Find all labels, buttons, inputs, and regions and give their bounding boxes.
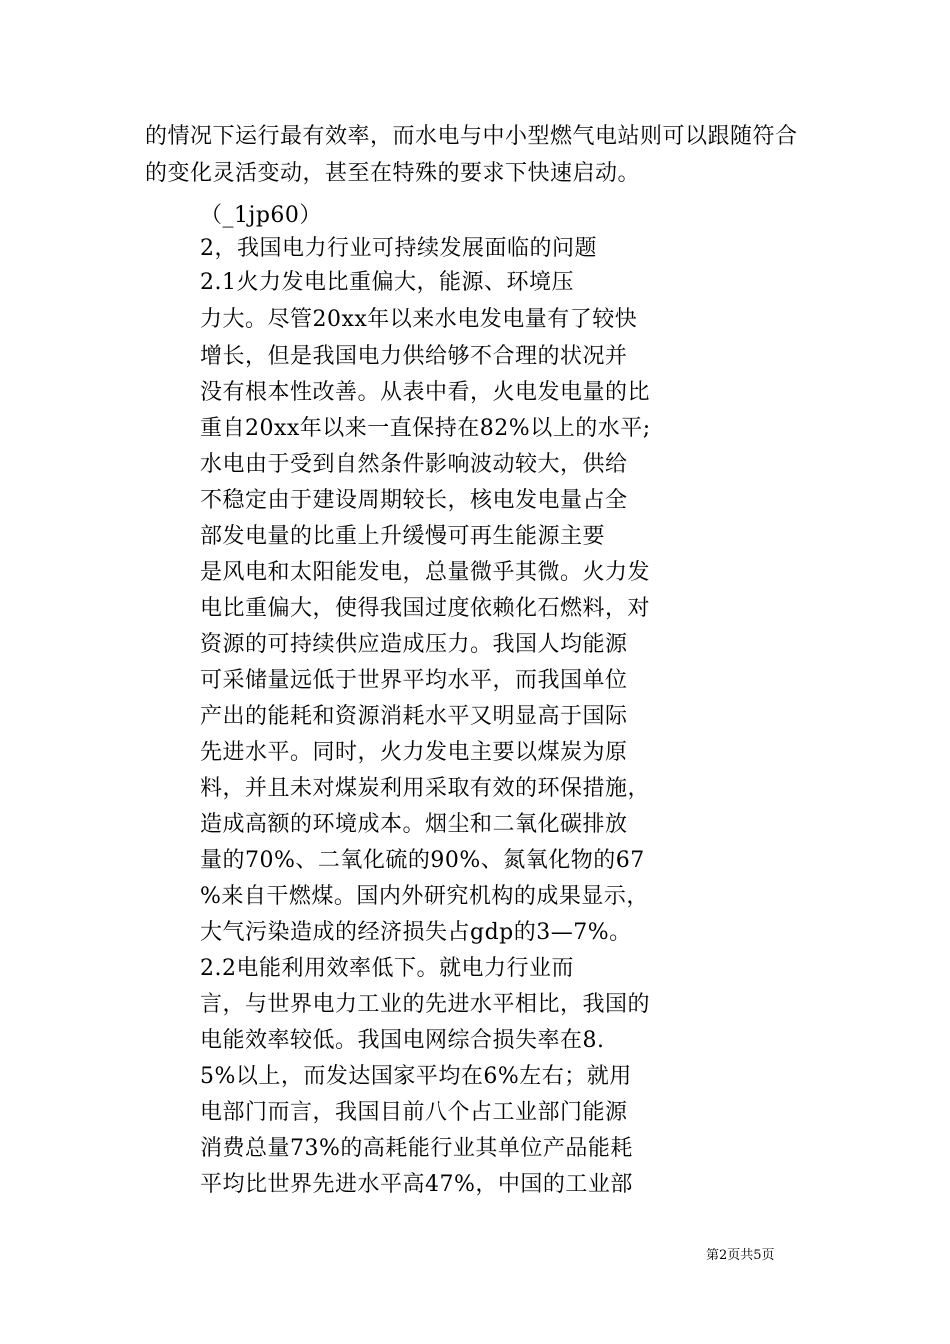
body-line: 资源的可持续供应造成压力。我国人均能源 <box>200 632 628 657</box>
page-number: 第2页共5页 <box>706 1248 775 1263</box>
body-line: 言，与世界电力工业的先进水平相比，我国的 <box>200 992 651 1017</box>
body-line: 可采储量远低于世界平均水平，而我国单位 <box>200 668 628 693</box>
body-line: 重自20xx年以来一直保持在82%以上的水平; <box>200 416 651 441</box>
body-line: 大气污染造成的经济损失占gdp的3—7%。 <box>200 920 632 945</box>
body-line: 2.2电能利用效率低下。就电力行业而 <box>200 956 574 981</box>
body-line: 没有根本性改善。从表中看，火电发电量的比 <box>200 380 651 405</box>
body-line: 增长，但是我国电力供给够不合理的状况并 <box>200 344 628 369</box>
body-line: 先进水平。同时，火力发电主要以煤炭为原 <box>200 740 628 765</box>
body-line: 电部门而言，我国目前八个占工业部门能源 <box>200 1100 628 1125</box>
section-heading: 2，我国电力行业可持续发展面临的问题 <box>200 236 597 261</box>
body-line: 是风电和太阳能发电，总量微乎其微。火力发 <box>200 560 651 585</box>
body-line: 量的70%、二氧化硫的90%、氮氧化物的67 <box>200 848 645 873</box>
body-line: 电比重偏大，使得我国过度依赖化石燃料，对 <box>200 596 651 621</box>
body-line: 不稳定由于建设周期较长，核电发电量占全 <box>200 488 628 513</box>
body-line: 平均比世界先进水平高47%，中国的工业部 <box>200 1172 633 1197</box>
body-line: 2.1火力发电比重偏大，能源、环境压 <box>200 270 574 295</box>
body-line: 料，并且未对煤炭利用采取有效的环保措施， <box>200 776 651 801</box>
body-line: 造成高额的环境成本。烟尘和二氧化碳排放 <box>200 812 628 837</box>
intro-line: 的变化灵活变动，甚至在特殊的要求下快速启动。 <box>145 161 641 186</box>
intro-line: 的情况下运行最有效率，而水电与中小型燃气电站则可以跟随符合 <box>145 124 798 149</box>
body-line: 消费总量73%的高耗能行业其单位产品能耗 <box>200 1136 633 1161</box>
body-line: 水电由于受到自然条件影响波动较大，供给 <box>200 452 628 477</box>
body-line: 产出的能耗和资源消耗水平又明显高于国际 <box>200 704 628 729</box>
body-line: 部发电量的比重上升缓慢可再生能源主要 <box>200 524 606 549</box>
body-line: 力大。尽管20xx年以来水电发电量有了较快 <box>200 307 638 332</box>
body-line: 电能效率较低。我国电网综合损失率在8. <box>200 1028 605 1053</box>
figure-caption: （_1jp60） <box>200 203 322 228</box>
body-line: %来自干燃煤。国内外研究机构的成果显示， <box>200 884 649 909</box>
body-line: 5%以上，而发达国家平均在6%左右；就用 <box>200 1064 632 1089</box>
